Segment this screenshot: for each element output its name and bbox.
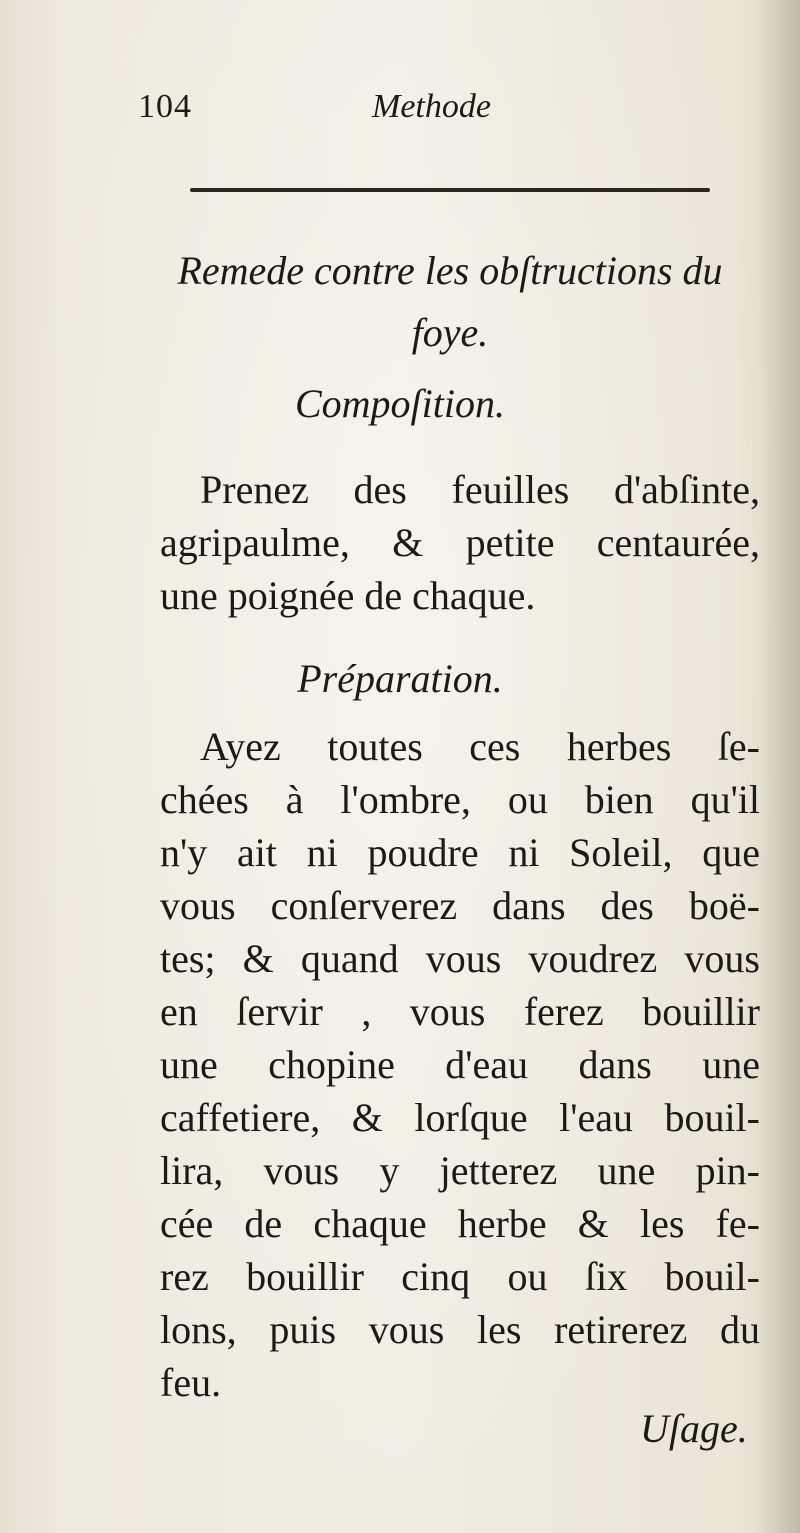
running-title: Methode	[372, 88, 491, 125]
preparation-paragraph	[160, 720, 760, 1409]
catchword: Uſage.	[640, 1406, 748, 1451]
running-head	[0, 88, 800, 138]
text-line: Prenez des feuilles d'abſinte,	[200, 467, 760, 512]
section-title-line: Remede contre les obſtructions du	[177, 248, 723, 293]
composition-paragraph	[160, 463, 760, 622]
text-line: n'y ait ni poudre ni Soleil, que	[160, 830, 760, 875]
text-line: une chopine d'eau dans une	[160, 1042, 760, 1087]
text-line: lira, vous y jetterez une pin-	[160, 1148, 760, 1193]
text-line: cée de chaque herbe & les fe-	[160, 1201, 760, 1246]
page-number: 104	[138, 88, 192, 125]
text-line: caffetiere, & lorſque l'eau bouil-	[160, 1095, 760, 1140]
text-line: rez bouillir cinq ou ſix bouil-	[160, 1254, 760, 1299]
composition-heading: Compoſition.	[294, 381, 506, 426]
text-line: une poignée de chaque.	[160, 573, 536, 618]
text-line: en ſervir , vous ferez bouillir	[160, 989, 760, 1034]
text-line: agripaulme, & petite centaurée,	[160, 520, 760, 565]
text-line: vous conſerverez dans des boë-	[160, 883, 760, 928]
text-line: chées à l'ombre, ou bien qu'il	[160, 777, 760, 822]
text-line: feu.	[160, 1360, 222, 1405]
header-rule	[190, 188, 710, 192]
text-line: lons, puis vous les retirerez du	[160, 1307, 760, 1352]
text-line: tes; & quand vous voudrez vous	[160, 936, 760, 981]
section-title-line: foye.	[411, 310, 489, 355]
preparation-heading: Préparation.	[297, 656, 503, 701]
section-title	[140, 240, 760, 364]
text-line: Ayez toutes ces herbes ſe-	[200, 724, 760, 769]
